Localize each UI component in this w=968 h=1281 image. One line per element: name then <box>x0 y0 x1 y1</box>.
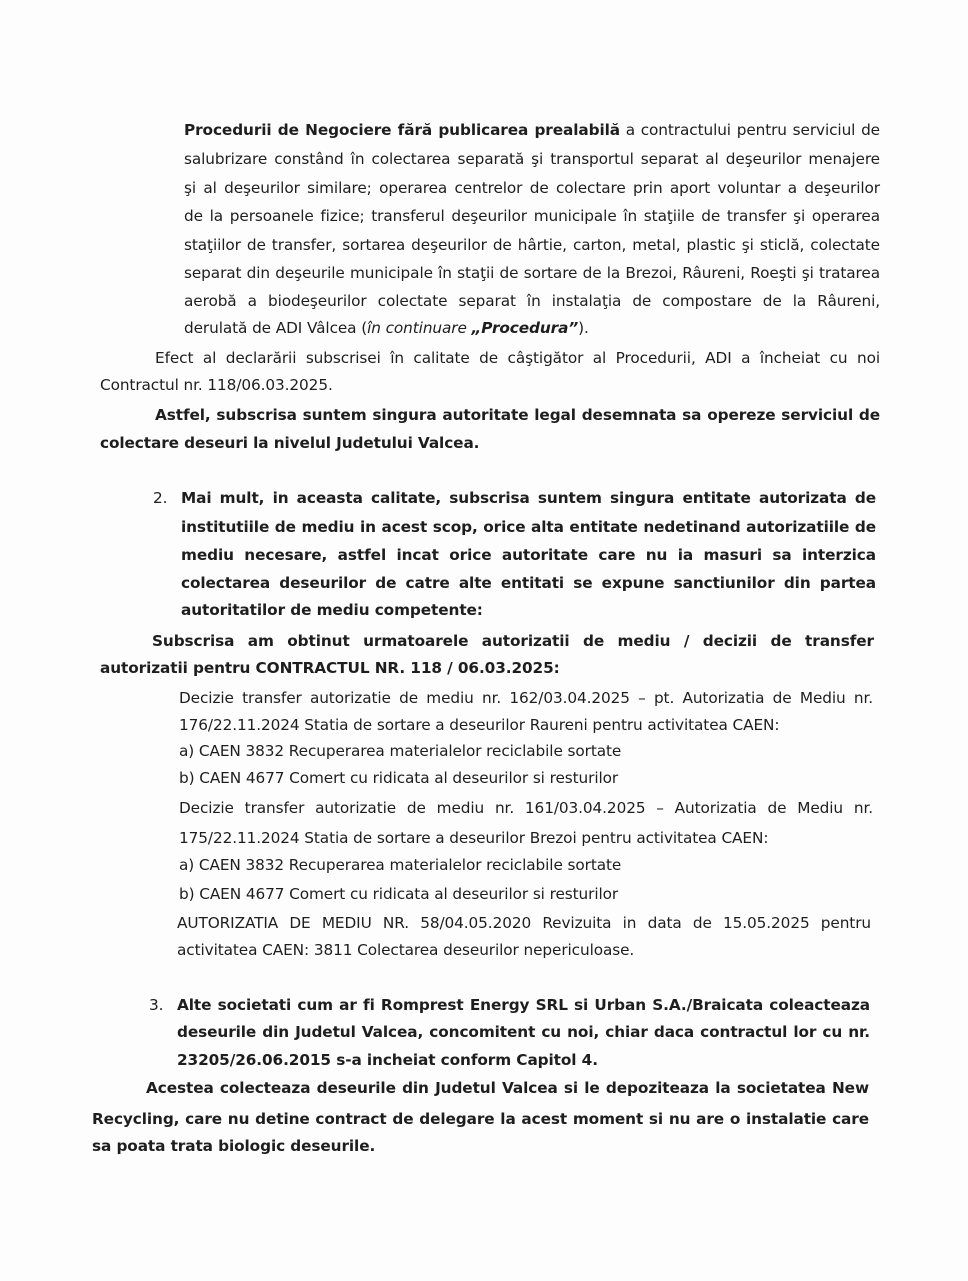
item-3-line-2: deseurile din Judetul Valcea, concomitent cu noi, chiar daca contractul lor cu nr. <box>177 1023 870 1041</box>
intro-line-8-a: derulată de ADI Vâlcea ( <box>184 319 368 337</box>
item-3-line-1: Alte societati cum ar fi Romprest Energy SRL si Urban S.A./Braicata coleacteaza <box>177 996 870 1014</box>
intro-line-7: aerobă a biodeşeurilor colectate separat în instalaţia de compostare de la Râureni, <box>184 292 880 310</box>
effect-line-2: Contractul nr. 118/06.03.2025. <box>100 376 333 394</box>
intro-line-8-end: ). <box>578 319 589 337</box>
procedure-name: Procedurii de Negociere fără publicarea prealabilă <box>184 121 620 139</box>
decizie-1-item-b: b) CAEN 4677 Comert cu ridicata al deseurilor si resturilor <box>179 769 619 787</box>
item-3-line-3: 23205/26.06.2015 s-a incheiat conform Capitol 4. <box>177 1051 598 1069</box>
astfel-line-1: Astfel, subscrisa suntem singura autoritate legal desemnata sa opereze serviciul de <box>155 406 880 424</box>
autorizatia-line-2: activitatea CAEN: 3811 Colectarea deseurilor nepericuloase. <box>177 941 635 959</box>
decizie-2-item-a: a) CAEN 3832 Recuperarea materialelor reciclabile sortate <box>179 856 622 874</box>
acestea-line-1: Acestea colecteaza deseurile din Judetul Valcea si le depoziteaza la societatea New <box>146 1079 869 1097</box>
subscrisa-line-2: autorizatii pentru CONTRACTUL NR. 118 / 06.03.2025: <box>100 659 560 677</box>
intro-line-4: de la persoanele fizice; transferul deşeurilor municipale în staţiile de transfer şi operarea <box>184 207 880 225</box>
decizie-2-item-b: b) CAEN 4677 Comert cu ridicata al deseurilor si resturilor <box>179 885 619 903</box>
intro-line-8 <box>184 318 589 338</box>
decizie-1-line-1: Decizie transfer autorizatie de mediu nr. 162/03.04.2025 – pt. Autorizatia de Mediu nr. <box>179 689 873 707</box>
procedure-short-name: „Procedura” <box>471 319 579 337</box>
acestea-line-3: sa poata trata biologic deseurile. <box>92 1137 376 1155</box>
item-2-line-4: colectarea deseurilor de catre alte entitati se expune sanctiunilor din partea <box>181 574 876 592</box>
item-3-number: 3. <box>149 996 164 1014</box>
intro-line-6: separat din deşeurile municipale în staţii de sortare de la Brezoi, Râureni, Roeşti şi tratarea <box>184 264 880 282</box>
subscrisa-line-1: Subscrisa am obtinut urmatoarele autorizatii de mediu / decizii de transfer <box>152 632 874 650</box>
intro-line-2: salubrizare constând în colectarea separată şi transportul separat al deşeurilor menajere <box>184 150 880 168</box>
intro-line-5: staţiilor de transfer, sortarea deşeurilor de hârtie, carton, metal, plastic şi sticlă, colectate <box>184 236 880 254</box>
decizie-2-line-1: Decizie transfer autorizatie de mediu nr. 161/03.04.2025 – Autorizatia de Mediu nr. <box>179 799 873 817</box>
intro-line-1 <box>184 120 880 140</box>
item-2-line-3: mediu necesare, astfel incat orice autoritate care nu ia masuri sa interzica <box>181 546 876 564</box>
item-2-line-1: Mai mult, in aceasta calitate, subscrisa suntem singura entitate autorizata de <box>181 489 876 507</box>
effect-line-1: Efect al declarării subscrisei în calitate de câştigător al Procedurii, ADI a încheiat cu noi <box>155 349 880 367</box>
astfel-line-2: colectare deseuri la nivelul Judetului Valcea. <box>100 434 480 452</box>
intro-line-1-rest: a contractului pentru serviciul de <box>619 121 880 139</box>
item-2-line-5: autoritatilor de mediu competente: <box>181 601 483 619</box>
decizie-2-line-2: 175/22.11.2024 Statia de sortare a deseurilor Brezoi pentru activitatea CAEN: <box>179 829 769 847</box>
decizie-1-line-2: 176/22.11.2024 Statia de sortare a deseurilor Raureni pentru activitatea CAEN: <box>179 716 780 734</box>
autorizatia-line-1: AUTORIZATIA DE MEDIU NR. 58/04.05.2020 Revizuita in data de 15.05.2025 pentru <box>177 914 871 932</box>
item-2-number: 2. <box>153 489 168 507</box>
decizie-1-item-a: a) CAEN 3832 Recuperarea materialelor reciclabile sortate <box>179 742 622 760</box>
acestea-line-2: Recycling, care nu detine contract de delegare la acest moment si nu are o instalatie care <box>92 1110 869 1128</box>
item-2-line-2: institutiile de mediu in acest scop, orice alta entitate nedetinand autorizatiile de <box>181 518 876 536</box>
intro-line-3: şi al deşeurilor similare; operarea centrelor de colectare prin aport voluntar a deşeurilor <box>184 179 880 197</box>
intro-line-8-italic: în continuare <box>367 319 472 337</box>
